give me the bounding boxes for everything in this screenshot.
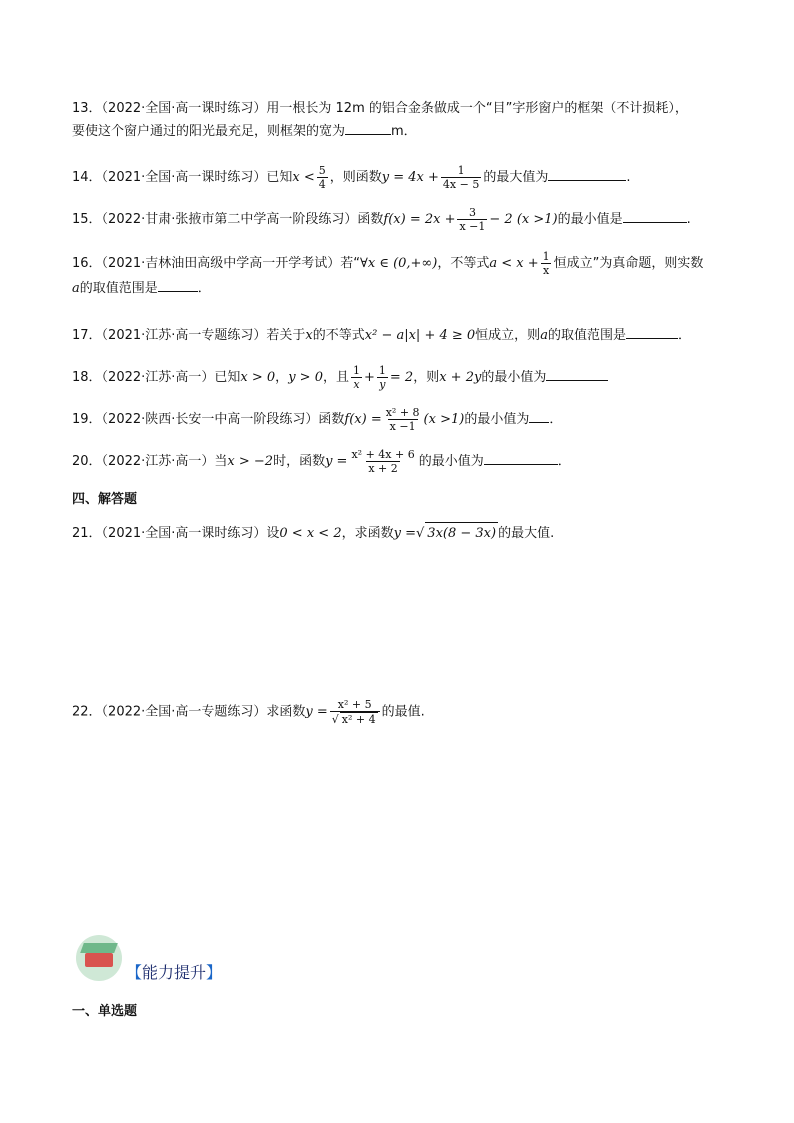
question-21: 21．（2021·全国·高一课时练习）设0 < x < 2，求函数y =√ 3x(8 − 3x) 的最大值. <box>72 522 732 545</box>
fraction: $\frac{\text{x² + 8}}{x -1}$ <box>385 406 420 433</box>
answer-blank[interactable] <box>484 450 558 465</box>
fraction: $\frac{1}{x}$ <box>542 250 550 277</box>
question-14: 14．（2021·全国·高一课时练习）已知x < $\frac{5}{4}$ ，则函数y = 4x + $\frac{1}{4x - 5}$ 的最大值为 . <box>72 164 631 191</box>
section-heading-answers: 四、解答题 <box>72 492 138 507</box>
answer-blank[interactable] <box>626 324 678 339</box>
function-expr: f(x) = 2x + <box>383 212 456 227</box>
question-18: 18．（2022·江苏·高一）已知x > 0，y > 0，且 $\frac{1}{x}$ + $\frac{1}{y}$ = 2，则x + 2y的最小值为 <box>72 364 732 391</box>
answer-blank[interactable] <box>345 120 391 135</box>
fraction: $\frac{\text{x² + 4x + 6}}{x + 2}$ <box>351 448 415 475</box>
question-17: 17．（2021·江苏·高一专题练习）若关于x的不等式x² − a|x| + 4 ≥ 0恒成立，则a的取值范围是 ． <box>72 324 732 347</box>
question-16: 16．（2021·吉林油田高级中学高一开学考试）若“∀x ∈ (0,+∞)，不等式a < x + $\frac{1}{x}$ 恒成立”为真命题，则实数 a的取值范围是 ． <box>72 250 704 296</box>
fraction: $\frac{\text{x² + 5}}{\text{√ x² + 4}}$ <box>330 698 380 726</box>
answer-blank[interactable] <box>548 166 626 181</box>
ability-badge-icon <box>76 935 122 981</box>
function-expr: y = <box>325 454 348 469</box>
ability-section-title: 【能力提升】 <box>126 963 223 982</box>
fraction: $\frac{1}{y}$ <box>378 364 386 391</box>
answer-blank[interactable] <box>546 366 608 381</box>
fraction: $\frac{1}{4x - 5}$ <box>442 164 480 191</box>
condition: x < <box>292 170 315 185</box>
inequality: x² − a|x| + 4 ≥ 0 <box>364 328 476 343</box>
answer-blank[interactable] <box>158 277 198 292</box>
function-expr: f(x) = <box>344 412 382 427</box>
question-19: 19．（2022·陕西·长安一中高一阶段练习）函数f(x) = $\frac{\text{x² + 8}}{x -1}$ (x >1)的最小值为 ． <box>72 406 563 433</box>
fraction: $\frac{3}{x -1}$ <box>459 206 486 233</box>
answer-blank[interactable] <box>529 408 549 423</box>
section-heading-single-choice: 一、单选题 <box>72 1004 138 1019</box>
question-20: 20．（2022·江苏·高一）当x > −2时，函数y = $\frac{\text{x² + 4x + 6}}{x + 2}$ 的最小值为 ． <box>72 448 571 475</box>
function-expr: y = 4x + <box>381 170 439 185</box>
answer-blank[interactable] <box>623 208 687 223</box>
fraction: $\frac{5}{4}$ <box>318 164 326 191</box>
condition: ∀x ∈ (0,+∞) <box>360 256 438 271</box>
sqrt-expr: 3x(8 − 3x) <box>425 522 498 545</box>
fraction: $\frac{1}{x}$ <box>352 364 360 391</box>
q13-line2: 要使这个窗户通过的阳光最充足，则框架的宽为 <box>72 124 346 139</box>
question-13: 13．（2022·全国·高一课时练习）用一根长为 12m 的铝合金条做成一个“目”字形窗户的框架（不计损耗）， 要使这个窗户通过的阳光最充足，则框架的宽为 m． <box>72 101 688 139</box>
inequality: a < x + <box>489 256 539 271</box>
question-22: 22．（2022·全国·高一专题练习）求函数y = $\frac{\text{x² + 5}}{\text{√ x² + 4}}$ 的最值. <box>72 698 425 726</box>
question-15: 15．（2022·甘肃·张掖市第二中学高一阶段练习）函数f(x) = 2x + $\frac{3}{x -1}$ − 2 (x >1)的最小值是 . <box>72 206 691 233</box>
q13-line1: 13．（2022·全国·高一课时练习）用一根长为 12m 的铝合金条做成一个“目”字形窗户的框架（不计损耗）， <box>72 101 688 116</box>
